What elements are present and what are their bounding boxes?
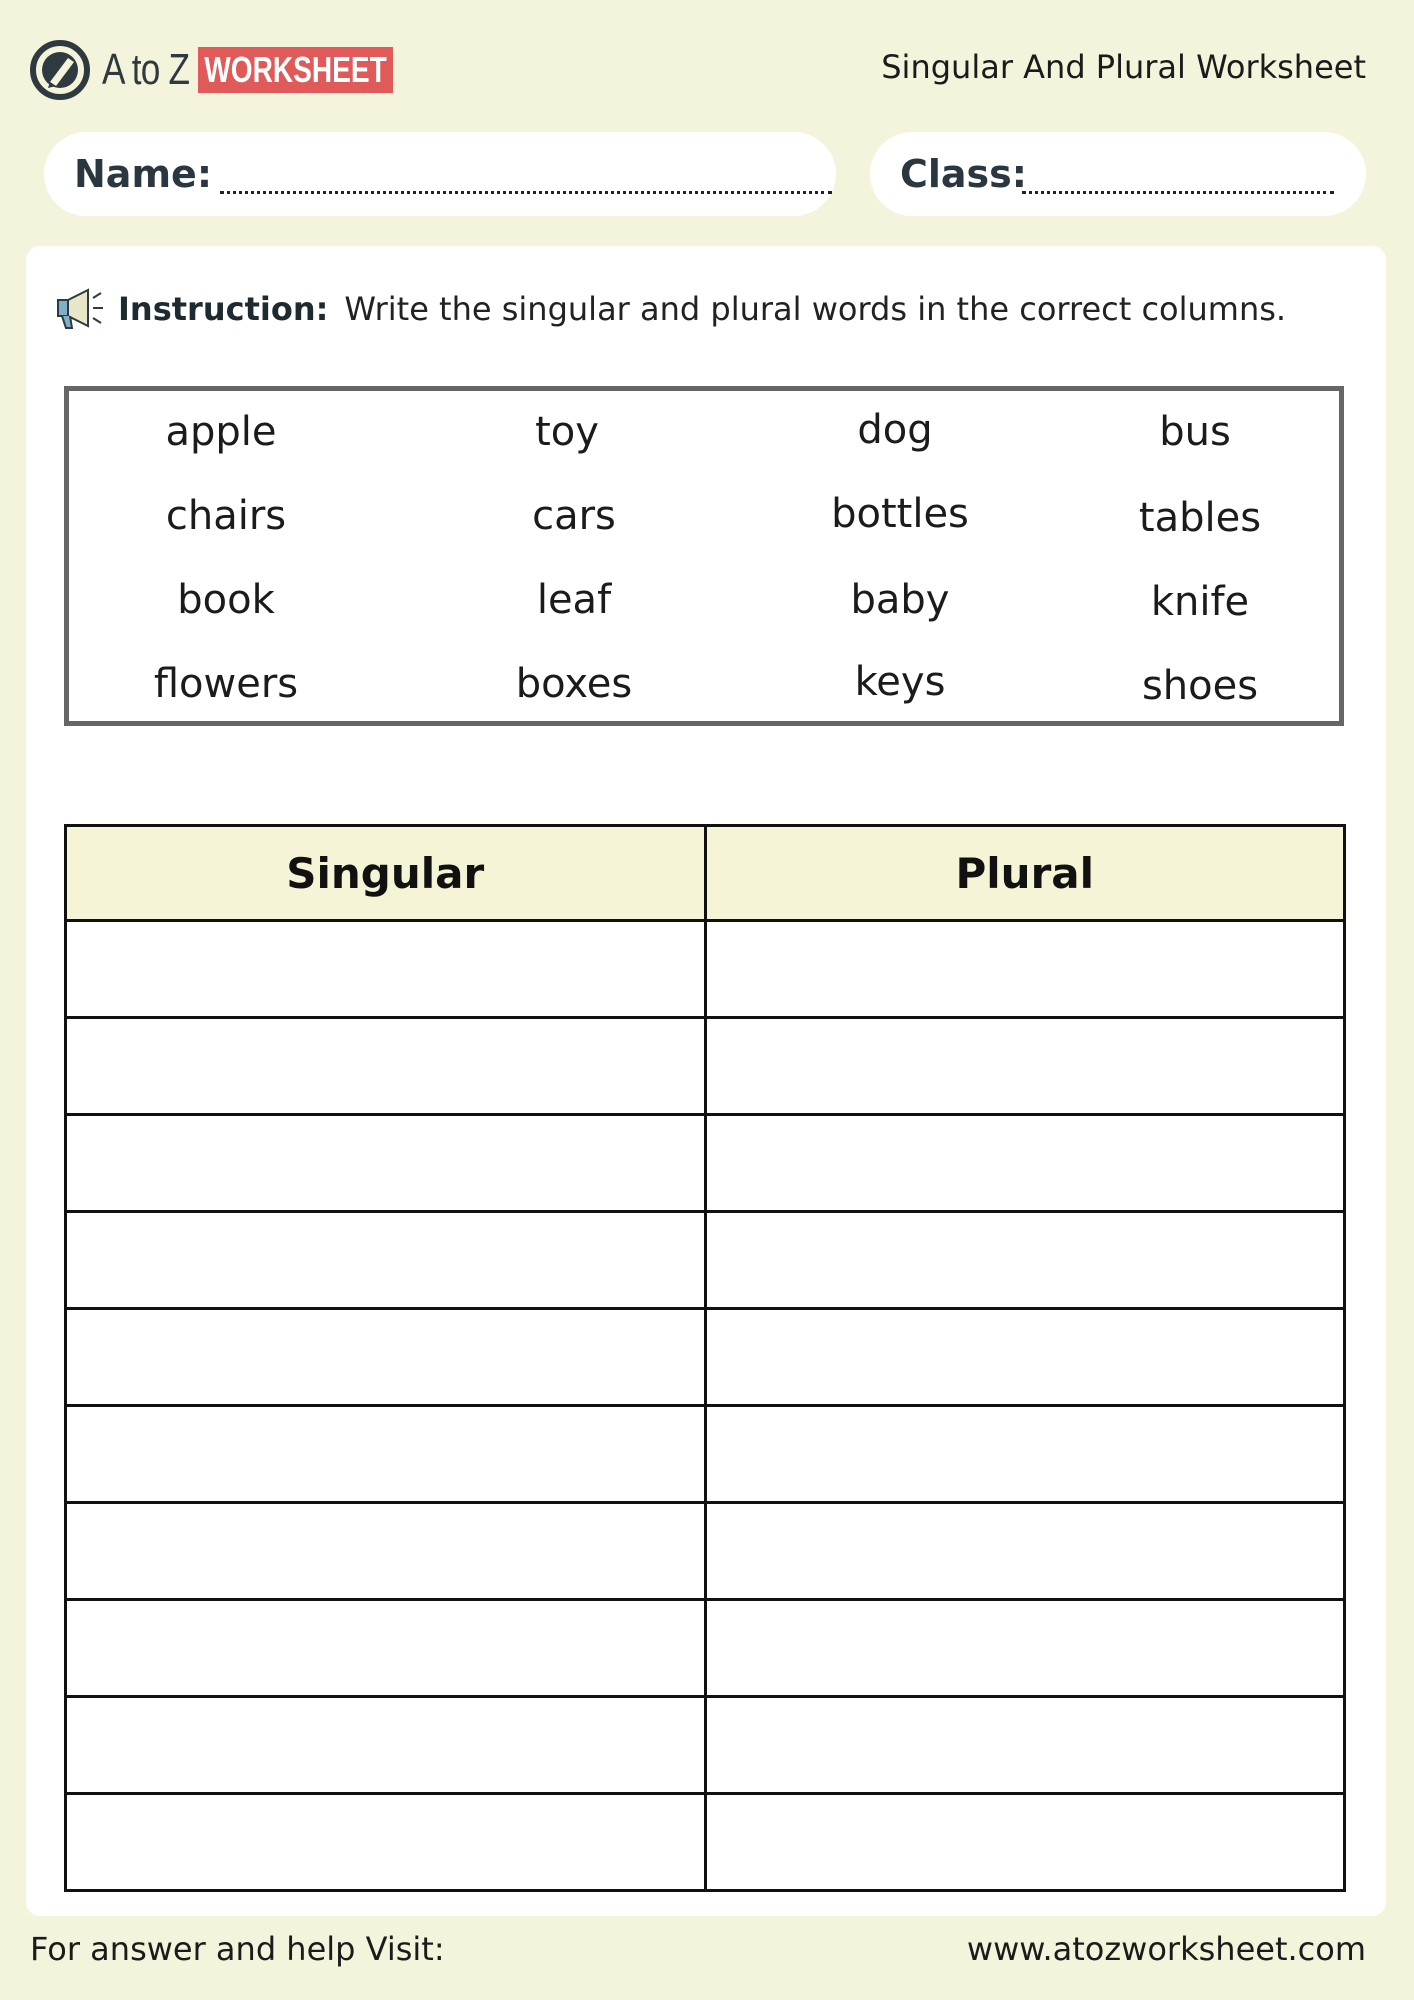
instruction-text: Write the singular and plural words in the correct columns.: [344, 290, 1287, 328]
word-bank-item: shoes: [1141, 663, 1259, 709]
worksheet-title: Singular And Plural Worksheet: [881, 48, 1366, 86]
word-bank-item: bottles: [831, 491, 969, 537]
instruction-label: Instruction:: [118, 290, 329, 328]
plural-answer-cell[interactable]: [705, 921, 1345, 1018]
plural-answer-cell[interactable]: [705, 1503, 1345, 1600]
plural-column-header: Plural: [705, 826, 1345, 921]
singular-answer-cell[interactable]: [66, 1406, 706, 1503]
singular-answer-cell[interactable]: [66, 921, 706, 1018]
worksheet-card: [26, 246, 1386, 1916]
word-bank-item: baby: [850, 577, 950, 623]
singular-answer-cell[interactable]: [66, 1503, 706, 1600]
table-row: [66, 1018, 1345, 1115]
singular-answer-cell[interactable]: [66, 1309, 706, 1406]
singular-answer-cell[interactable]: [66, 1697, 706, 1794]
singular-answer-cell[interactable]: [66, 1600, 706, 1697]
word-bank-item: keys: [854, 659, 946, 705]
answer-table: [64, 824, 1346, 1892]
logo-text: A to Z: [102, 45, 190, 94]
name-label: Name:: [74, 152, 213, 196]
word-bank-item: leaf: [536, 577, 612, 623]
word-bank-item: chairs: [165, 493, 287, 539]
plural-answer-cell[interactable]: [705, 1115, 1345, 1212]
logo-badge: WORKSHEET: [198, 47, 393, 93]
word-bank-item: toy: [535, 409, 599, 455]
plural-answer-cell[interactable]: [705, 1600, 1345, 1697]
table-row: [66, 1115, 1345, 1212]
word-bank-item: tables: [1138, 495, 1262, 541]
name-dotted-line[interactable]: [220, 191, 832, 194]
word-bank-item: book: [177, 577, 275, 623]
singular-column-header: Singular: [66, 826, 706, 921]
singular-answer-cell[interactable]: [66, 1115, 706, 1212]
plural-answer-cell[interactable]: [705, 1018, 1345, 1115]
footer-website-link[interactable]: www.atozworksheet.com: [966, 1930, 1366, 1968]
table-row: [66, 1697, 1345, 1794]
plural-answer-cell[interactable]: [705, 1309, 1345, 1406]
plural-answer-cell[interactable]: [705, 1697, 1345, 1794]
word-bank-item: bus: [1159, 409, 1231, 455]
word-bank-item: boxes: [515, 661, 633, 707]
table-row: [66, 1794, 1345, 1891]
word-bank-item: flowers: [153, 661, 299, 707]
word-bank-item: knife: [1150, 579, 1250, 625]
class-dotted-line[interactable]: [1022, 191, 1334, 194]
brand-logo: [28, 38, 448, 102]
word-bank-item: dog: [857, 407, 933, 453]
table-row: [66, 921, 1345, 1018]
plural-answer-cell[interactable]: [705, 1794, 1345, 1891]
megaphone-icon: [54, 286, 106, 332]
plural-answer-cell[interactable]: [705, 1406, 1345, 1503]
instruction: [54, 286, 1286, 332]
class-field[interactable]: [870, 132, 1366, 216]
word-bank-item: cars: [532, 493, 616, 539]
table-row: [66, 1309, 1345, 1406]
table-row: [66, 1600, 1345, 1697]
footer-help-text: For answer and help Visit:: [30, 1930, 445, 1968]
singular-answer-cell[interactable]: [66, 1018, 706, 1115]
singular-answer-cell[interactable]: [66, 1794, 706, 1891]
word-bank: [64, 386, 1344, 726]
table-row: [66, 1212, 1345, 1309]
plural-answer-cell[interactable]: [705, 1212, 1345, 1309]
class-label: Class:: [900, 152, 1027, 196]
word-bank-item: apple: [165, 409, 277, 455]
pencil-logo-icon: [28, 38, 92, 102]
singular-answer-cell[interactable]: [66, 1212, 706, 1309]
table-row: [66, 1406, 1345, 1503]
name-field[interactable]: [44, 132, 836, 216]
table-row: [66, 1503, 1345, 1600]
